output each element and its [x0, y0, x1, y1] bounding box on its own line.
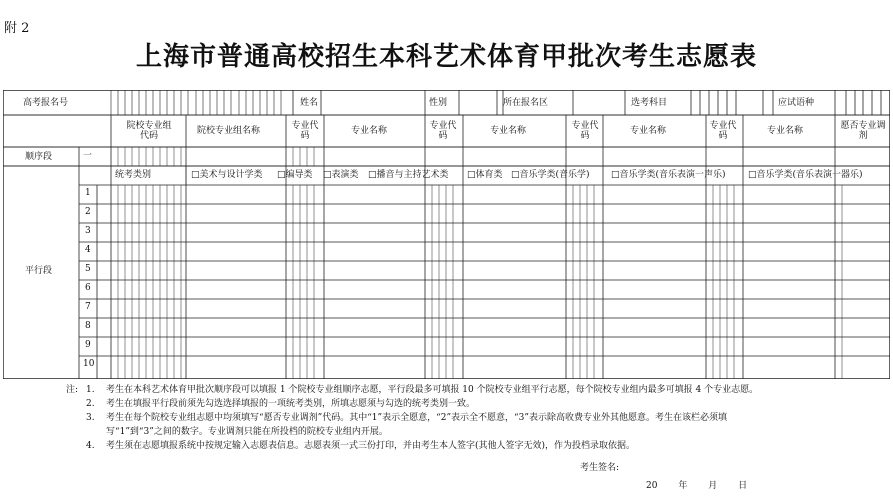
row-number: 2 — [85, 207, 91, 217]
note-text: 考生在本科艺术体育甲批次顺序段可以填报 1 个院校专业组顺序志愿，平行段最多可填报 10 个院校专业组平行志愿，每个院校专业组内最多可填报 4 个专业志愿。 — [106, 385, 759, 395]
date-day: 日 — [738, 481, 748, 491]
application-form-table — [3, 90, 890, 379]
date-year: 年 — [678, 481, 688, 491]
note-text: 考生须在志愿填报系统中按规定输入志愿表信息。志愿表须一式三份打印，并由考生本人签字(其他人签字无效)，作为投档录取依据。 — [106, 441, 636, 451]
category-option[interactable]: □美术与设计学类 — [191, 170, 263, 180]
name-label: 姓名 — [300, 98, 319, 108]
category-option[interactable]: □音乐学类(音乐表演一声乐) — [611, 170, 726, 180]
major-name-header-2: 专业名称 — [490, 126, 527, 136]
row-number: 5 — [85, 264, 91, 274]
row-number: 7 — [85, 302, 91, 312]
note-index: 3. — [86, 413, 95, 423]
major-code-header-1: 专业代码 — [291, 121, 319, 141]
row-number: 4 — [85, 245, 91, 255]
category-option[interactable]: □体育类 — [467, 170, 503, 180]
adjust-header: 愿否专业调剂 — [840, 121, 886, 141]
exam-number-label: 高考报名号 — [23, 98, 69, 108]
notes-section — [66, 383, 886, 453]
note-text: 考生在每个院校专业组志愿中均须填写“愿否专业调剂”代码。其中“1”表示全愿意，“2”表示全不愿意，“3”表示除高收费专业外其他愿意。考生在该栏必须填 — [106, 413, 727, 423]
date-prefix: 20 — [646, 481, 658, 491]
date-month: 月 — [708, 481, 718, 491]
appendix-label: 附 2 — [4, 21, 30, 36]
major-name-header-3: 专业名称 — [630, 126, 667, 136]
category-option[interactable]: □音乐学类(音乐表演一器乐) — [748, 170, 863, 180]
date-line — [646, 478, 765, 491]
group-name-header: 院校专业组名称 — [197, 126, 261, 136]
signature-label: 考生签名: — [580, 463, 620, 473]
note-index: 4. — [86, 441, 95, 451]
parallel-section-label: 平行段 — [25, 266, 53, 276]
subjects-label: 选考科目 — [631, 98, 668, 108]
note-text: 写“1”到“3”之间的数字。专业调剂只能在所投档的院校专业组内开展。 — [106, 427, 388, 437]
category-option[interactable]: □音乐学类(音乐学) — [511, 170, 590, 180]
note-text: 考生在填报平行段前须先勾选选择填报的一项统考类别，所填志愿须与勾选的统考类别一致。 — [106, 399, 476, 409]
category-label: 统考类别 — [115, 170, 152, 180]
row-number: 1 — [85, 188, 91, 198]
category-option[interactable]: □编导类 — [277, 170, 313, 180]
row-number: 10 — [83, 359, 95, 369]
major-name-header-1: 专业名称 — [351, 126, 388, 136]
major-code-header-2: 专业代码 — [429, 121, 457, 141]
order-section-label: 顺序段 — [25, 152, 53, 162]
location-label: 所在报名区 — [503, 98, 549, 108]
category-option[interactable]: □表演类 — [323, 170, 359, 180]
row-number: 8 — [85, 321, 91, 331]
order-dash: 一 — [83, 151, 93, 161]
row-number: 9 — [85, 340, 91, 350]
form-title: 上海市普通高校招生本科艺术体育甲批次考生志愿表 — [135, 42, 757, 72]
note-index: 2. — [86, 399, 95, 409]
major-code-header-4: 专业代码 — [709, 121, 737, 141]
row-number: 3 — [85, 226, 91, 236]
category-option[interactable]: □播音与主持艺术类 — [368, 170, 449, 180]
notes-prefix: 注: — [66, 385, 79, 395]
group-code-header: 院校专业组代码 — [126, 121, 172, 141]
language-label: 应试语种 — [778, 98, 815, 108]
major-code-header-3: 专业代码 — [571, 121, 599, 141]
row-number: 6 — [85, 283, 91, 293]
note-index: 1. — [86, 385, 95, 395]
major-name-header-4: 专业名称 — [767, 126, 804, 136]
gender-label: 性别 — [429, 98, 448, 108]
